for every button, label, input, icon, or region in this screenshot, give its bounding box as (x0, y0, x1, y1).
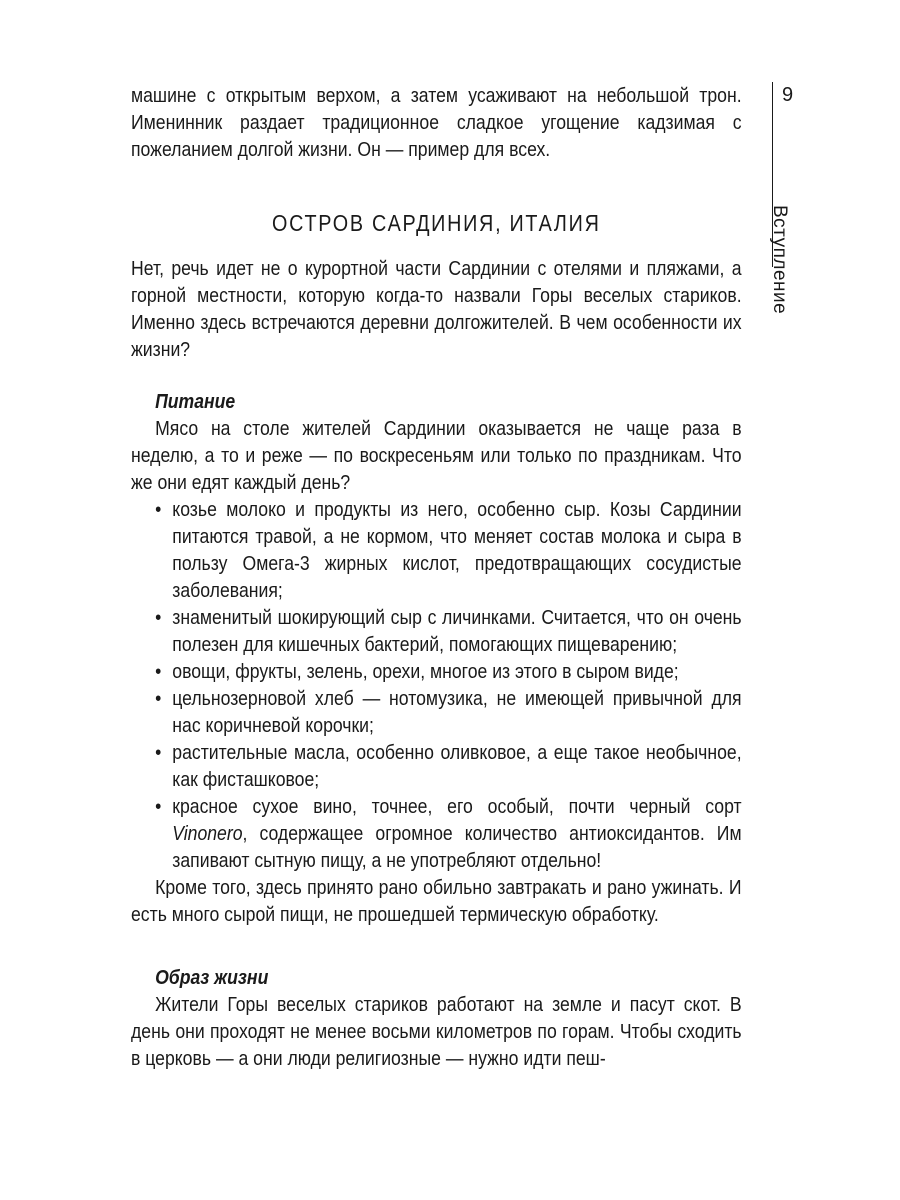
section-title: ОСТРОВ САРДИНИЯ, ИТАЛИЯ (272, 210, 601, 236)
wine-text-before: красное сухое вино, точнее, его особый, почти черный сорт (172, 795, 742, 818)
list-item: • овощи, фрукты, зелень, орехи, многое из этого в сыром виде; (172, 658, 741, 685)
list-item: • цельнозерновой хлеб — нотомузика, не имеющей привычной для нас коричневой корочки; (172, 685, 741, 739)
lifestyle-paragraph: Жители Горы веселых стариков работают на земле и пасут скот. В день они проходят не менее восьми километров по горам. Чтобы сходить в церковь — а они люди религиозные — нужно идти пеш- (131, 993, 742, 1070)
section-paragraph: Нет, речь идет не о курортной части Сардинии с отелями и пляжами, а горной местности, которую когда-то назвали Горы веселых стариков. Именно здесь встречаются деревни долгожителей. В чем особенности их жизни? (131, 257, 742, 361)
list-item-wine (172, 793, 741, 874)
running-head: Вступление (769, 205, 790, 315)
food-list (131, 496, 742, 874)
nutrition-heading: Питание (155, 390, 236, 413)
intro-paragraph: машине с открытым верхом, а затем усаживают на небольшой трон. Именинник раздает традиционное сладкое угощение кадзимая с пожеланием долгой жизни. Он — пример для всех. (131, 84, 742, 161)
page-body (131, 82, 742, 1072)
list-item: • козье молоко и продукты из него, особенно сыр. Козы Сардинии питаются травой, а не кормом, что меняет состав молока и сыра в пользу Омега-3 жирных кислот, предотвращающих сосудистые заболевания; (172, 496, 741, 604)
list-item: • знаменитый шокирующий сыр с личинками. Считается, что он очень полезен для кишечных бактерий, помогающих пищеварению; (172, 604, 741, 658)
lifestyle-heading: Образ жизни (155, 966, 269, 989)
wine-term: Vinonero (172, 822, 243, 845)
wine-text-after: , содержащее огромное количество антиоксидантов. Им запивают сытную пищу, а не употребляют отдельно! (172, 822, 742, 872)
page-number: 9 (782, 84, 794, 106)
nutrition-paragraph: Мясо на столе жителей Сардинии оказывается не чаще раза в неделю, а то и реже — по воскресеньям или только по праздникам. Что же они едят каждый день? (131, 417, 742, 494)
breakfast-paragraph: Кроме того, здесь принято рано обильно завтракать и рано ужинать. И есть много сырой пищи, не прошедшей термическую обработку. (131, 876, 742, 926)
list-item: • растительные масла, особенно оливковое, а еще такое необычное, как фисташковое; (172, 739, 741, 793)
